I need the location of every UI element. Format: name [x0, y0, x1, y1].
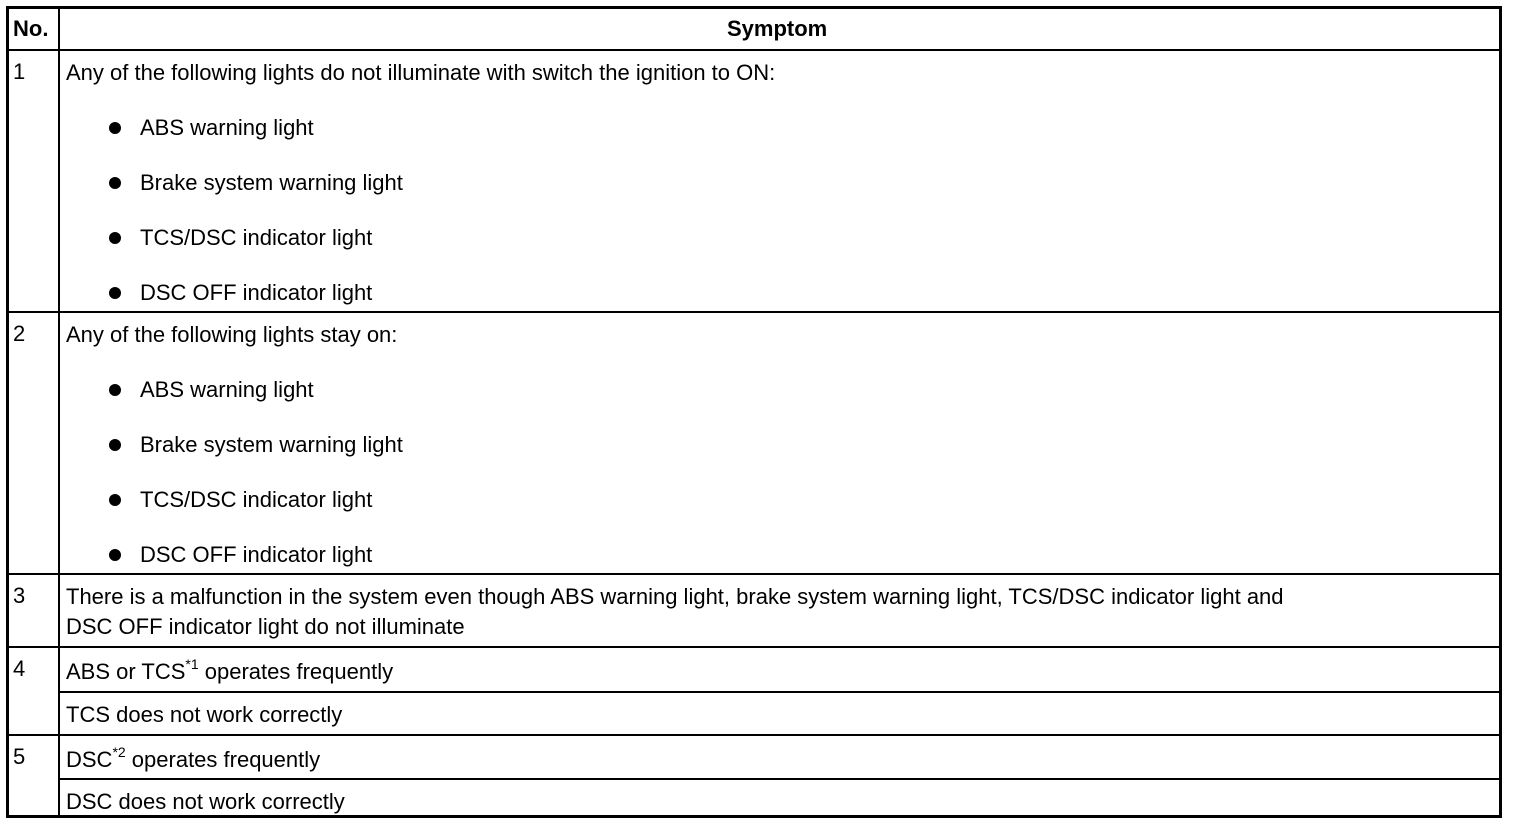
bullet-icon — [109, 549, 121, 561]
row-divider — [9, 311, 1499, 313]
list-item: DSC OFF indicator light — [140, 280, 373, 305]
row-number: 5 — [13, 744, 26, 769]
list-item: Brake system warning light — [140, 432, 403, 457]
bullet-icon — [109, 287, 121, 299]
list-item: ABS warning light — [140, 377, 314, 402]
list-item: ABS warning light — [140, 115, 314, 140]
bullet-icon — [109, 384, 121, 396]
row-number: 2 — [13, 321, 26, 346]
bullet-icon — [109, 494, 121, 506]
footnote-marker: *1 — [185, 655, 199, 672]
sub-row-divider — [58, 778, 1499, 780]
list-item: Brake system warning light — [140, 170, 403, 195]
symptom-text: DSC$^{*2}$ operates frequently — [66, 743, 321, 772]
bullet-icon — [109, 232, 121, 244]
symptom-text: ABS or TCS$^{*1}$ operates frequently — [66, 655, 394, 684]
bullet-icon — [109, 122, 121, 134]
row-number: 1 — [13, 59, 26, 84]
symptom-text: DSC does not work correctly — [66, 789, 345, 814]
symptom-text: TCS does not work correctly — [66, 702, 343, 727]
symptom-table — [6, 6, 1502, 818]
column-divider — [58, 9, 60, 815]
header-divider — [9, 49, 1499, 51]
symptom-intro: Any of the following lights stay on: — [66, 322, 398, 347]
header-no: No. — [13, 16, 49, 41]
symptom-text-line2: DSC OFF indicator light do not illuminate — [66, 614, 465, 639]
row-number: 4 — [13, 656, 26, 681]
row-number: 3 — [13, 583, 26, 608]
list-item: TCS/DSC indicator light — [140, 487, 373, 512]
sub-row-divider — [58, 691, 1499, 693]
symptom-text-line1: There is a malfunction in the system even though ABS warning light, brake system warning light, TCS/DSC indicator light and — [66, 584, 1284, 609]
row-divider — [9, 734, 1499, 736]
row-divider — [9, 573, 1499, 575]
header-symptom: Symptom — [727, 16, 828, 41]
list-item: TCS/DSC indicator light — [140, 225, 373, 250]
footnote-marker: *2 — [112, 743, 126, 760]
symptom-intro: Any of the following lights do not illuminate with switch the ignition to ON: — [66, 60, 776, 85]
list-item: DSC OFF indicator light — [140, 542, 373, 567]
bullet-icon — [109, 177, 121, 189]
row-divider — [9, 646, 1499, 648]
bullet-icon — [109, 439, 121, 451]
